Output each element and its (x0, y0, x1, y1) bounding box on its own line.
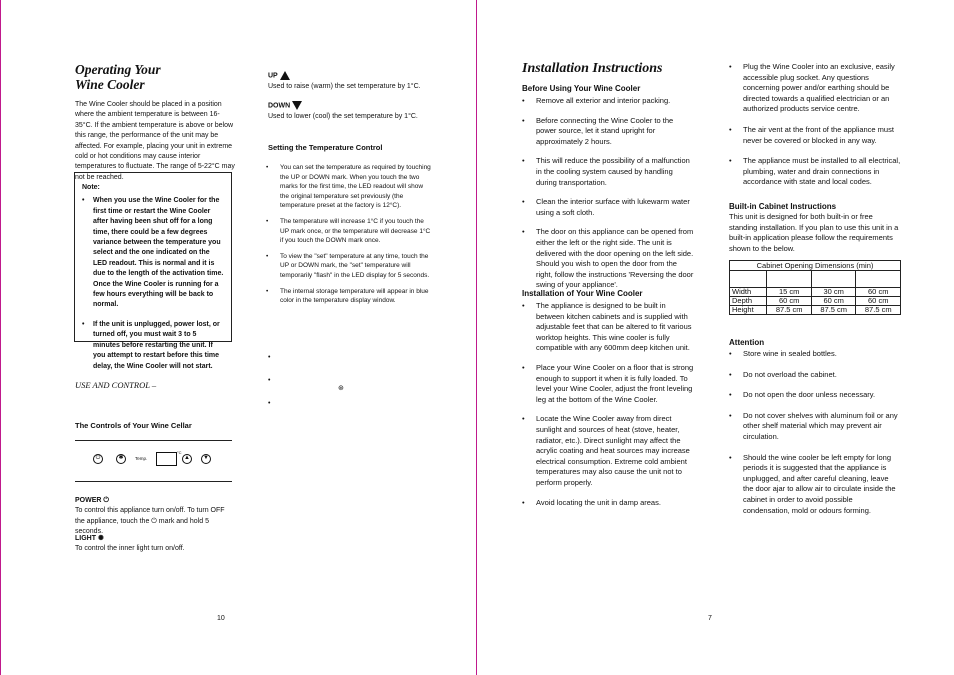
table-cell: 60 cm (856, 297, 901, 306)
table-cell: 87.5 cm (856, 306, 901, 315)
down-section (268, 101, 428, 122)
power-icon: ⏻ (93, 454, 103, 464)
dimensions-table-wrap (729, 260, 901, 315)
table-cell: 60 cm (811, 297, 856, 306)
attention-list (729, 349, 901, 516)
use-and-control-title: USE AND CONTROL – (75, 380, 157, 390)
install-item: • The appliance is designed to be built in between kitchen cabinets and is supplied with adjustable feet that can be altered to fit various worktop heights. This wine cooler is fully compatible with any 600mm deep kitchen unit. (522, 301, 694, 354)
up-section (268, 71, 428, 92)
attention-heading: Attention (729, 338, 765, 347)
light-label: LIGHT (75, 535, 96, 542)
before-list (522, 96, 694, 291)
attention-item: • Do not overload the cabinet. (729, 370, 901, 381)
control-panel-diagram (93, 452, 218, 468)
table-header-cell (767, 271, 812, 288)
builtin-heading: Built-in Cabinet Instructions (729, 202, 837, 211)
table-header-cell (811, 271, 856, 288)
power-section (75, 496, 235, 538)
before-item: • Before connecting the Wine Cooler to the power source, let it stand upright for approximately 2 hours. (522, 116, 694, 148)
up-text: Used to raise (warm) the set temperature by 1°C. (268, 82, 421, 90)
table-caption: Cabinet Opening Dimensions (min) (729, 260, 901, 270)
light-symbol-icon: ⊛ (338, 385, 344, 392)
builtin-text: This unit is designed for both built-in or free standing installation. If you plan to use this unit in a built-in application please follow the requirements shown to the below. (729, 212, 899, 253)
attention-item: • Store wine in sealed bottles. (729, 349, 901, 360)
install-item: • Avoid locating the unit in damp areas. (522, 498, 694, 509)
controls-heading: The Controls of Your Wine Cellar (75, 421, 192, 430)
note-item: • If the unit is unplugged, power lost, or turned off, you must wait 3 to 5 minutes before restarting the unit. If you attempt to restart before this time delay, the Wine Cooler will not start. (82, 320, 225, 372)
col2-item: • Plug the Wine Cooler into an exclusive, easily accessible plug socket. Any questions concerning power and/or earthing should be directed towards a qualified electrician or an authorized products service centre. (729, 62, 901, 115)
panel-temp-label: Temp. (135, 456, 148, 461)
note-item: • When you use the Wine Cooler for the first time or restart the Wine Cooler after having been shut off for a long time, there could be a few degrees variance between the temperature you select and the one indicated on the LED readout. This is normal and it is due to the length of the activation time. Once the Wine Cooler is running for a few hours everything will be back to normal. (82, 196, 225, 310)
table-header-cell (856, 271, 901, 288)
attention-item: • Should the wine cooler be left empty for long periods it is suggested that the appliance is unplugged, and after careful cleaning, leave the door ajar to allow air to circulate inside the cabinet in order to avoid possible condensation, mold or odours forming. (729, 453, 901, 517)
note-list (82, 196, 225, 372)
note-box (74, 172, 232, 370)
table-cell: 87.5 cm (767, 306, 812, 315)
empty-bullet: • (268, 354, 271, 361)
table-cell: 60 cm (767, 297, 812, 306)
light-section (75, 534, 235, 555)
table-cell: 60 cm (856, 288, 901, 297)
dimensions-table (729, 270, 901, 315)
empty-bullet: • (268, 377, 271, 384)
table-cell: 15 cm (767, 288, 812, 297)
empty-bullet: • (268, 400, 271, 407)
col2-item: • The air vent at the front of the appliance must never be covered or blocked in any way. (729, 125, 901, 146)
before-item: • Clean the interior surface with lukewarm water using a soft cloth. (522, 197, 694, 218)
install-heading: Installation of Your Wine Cooler (522, 289, 643, 298)
col2-item: • The appliance must be installed to all electrical, plumbing, water and drain connections in accordance with state and local codes. (729, 156, 901, 188)
before-item: • This will reduce the possibility of a malfunction in the cooling system caused by handling during transportation. (522, 156, 694, 188)
down-triangle-icon (292, 101, 302, 110)
intro-paragraph: The Wine Cooler should be placed in a position where the ambient temperature is between 16-35°C. If the ambient temperature is above or below this range, the performance of the unit may be affected. For example, placing your unit in extreme cold or hot conditions may cause interior temperatures to fluctuate. The range of 5-22°C may not be reached. (75, 101, 235, 181)
setting-item: • The temperature will increase 1°C if you touch the UP mark once, or the temperature will decrease 1°C if you touch the DOWN mark once. (266, 217, 432, 246)
up-icon: ▲ (182, 454, 192, 464)
panel-degree-label: °C (177, 450, 182, 455)
up-triangle-icon (280, 71, 290, 80)
setting-item: • You can set the temperature as required by touching the UP or DOWN mark. When you touch the two marks for the first time, the LED readout will show the original temperature set previously (the temperature preset at the factory is 12°C). (266, 163, 432, 211)
light-text: To control the inner light turn on/off. (75, 545, 185, 553)
install-list (522, 301, 694, 508)
table-cell: Depth (730, 297, 767, 306)
panel-bottom-rule (75, 481, 232, 482)
setting-heading: Setting the Temperature Control (268, 143, 383, 152)
down-icon: ▼ (201, 454, 211, 464)
setting-item: • To view the "set" temperature at any time, touch the UP or DOWN mark, the "set" temperature will temporarily "flash" in the LED display for 5 seconds. (266, 252, 432, 281)
before-heading: Before Using Your Wine Cooler (522, 84, 641, 93)
before-item: • Remove all exterior and interior packing. (522, 96, 694, 107)
table-header-cell (730, 271, 767, 288)
page-fold-line (476, 0, 477, 675)
title-line-1: Operating Your (75, 62, 161, 77)
table-cell: Height (730, 306, 767, 315)
panel-top-rule (75, 440, 232, 441)
install-item: • Place your Wine Cooler on a floor that is strong enough to support it when it is fully loaded. To level your Wine Cooler, adjust the front leveling leg at the bottom of the Wine Cooler. (522, 363, 694, 405)
down-text: Used to lower (cool) the set temperature by 1°C. (268, 112, 418, 120)
power-label: POWER (75, 497, 102, 504)
table-cell: 30 cm (811, 288, 856, 297)
light-icon: ✱ (116, 454, 126, 464)
attention-item: • Do not cover shelves with aluminum foil or any other shelf material which may prevent air circulation. (729, 411, 901, 443)
left-page-number: 10 (217, 615, 225, 622)
page-edge-line (0, 0, 1, 675)
install-item: • Locate the Wine Cooler away from direct sunlight and sources of heat (stove, heater, radiator, etc.). Direct sunlight may affect the acrylic coating and heat sources may increase electrical consumption. Extreme cold ambient temperatures may also cause the unit not to perform properly. (522, 414, 694, 488)
temperature-display (156, 452, 177, 466)
setting-list (266, 163, 432, 306)
right-page-number: 7 (708, 615, 712, 622)
power-text: To control this appliance turn on/off. To turn OFF the appliance, touch the ⏻ mark and hold 5 seconds. (75, 507, 225, 536)
before-item: • The door on this appliance can be opened from either the left or the right side. The unit is delivered with the door opening on the left side. Should you wish to open the door from the right, follow the instructions 'Reversing the door swing of your appliance'. (522, 227, 694, 291)
up-label: UP (268, 72, 278, 80)
note-title: Note: (82, 184, 100, 191)
attention-item: • Do not open the door unless necessary. (729, 390, 901, 401)
table-cell: 87.5 cm (811, 306, 856, 315)
table-cell: Width (730, 288, 767, 297)
setting-item: • The internal storage temperature will appear in blue color in the temperature display window. (266, 287, 432, 306)
col2-list (729, 62, 901, 188)
power-small-icon: ⏻ (103, 497, 109, 504)
left-page-title (75, 62, 235, 92)
down-label: DOWN (268, 102, 291, 110)
table-row (730, 306, 901, 315)
right-page-title: Installation Instructions (522, 61, 663, 76)
title-line-2: Wine Cooler (75, 77, 145, 92)
light-small-icon: ✺ (97, 535, 104, 542)
